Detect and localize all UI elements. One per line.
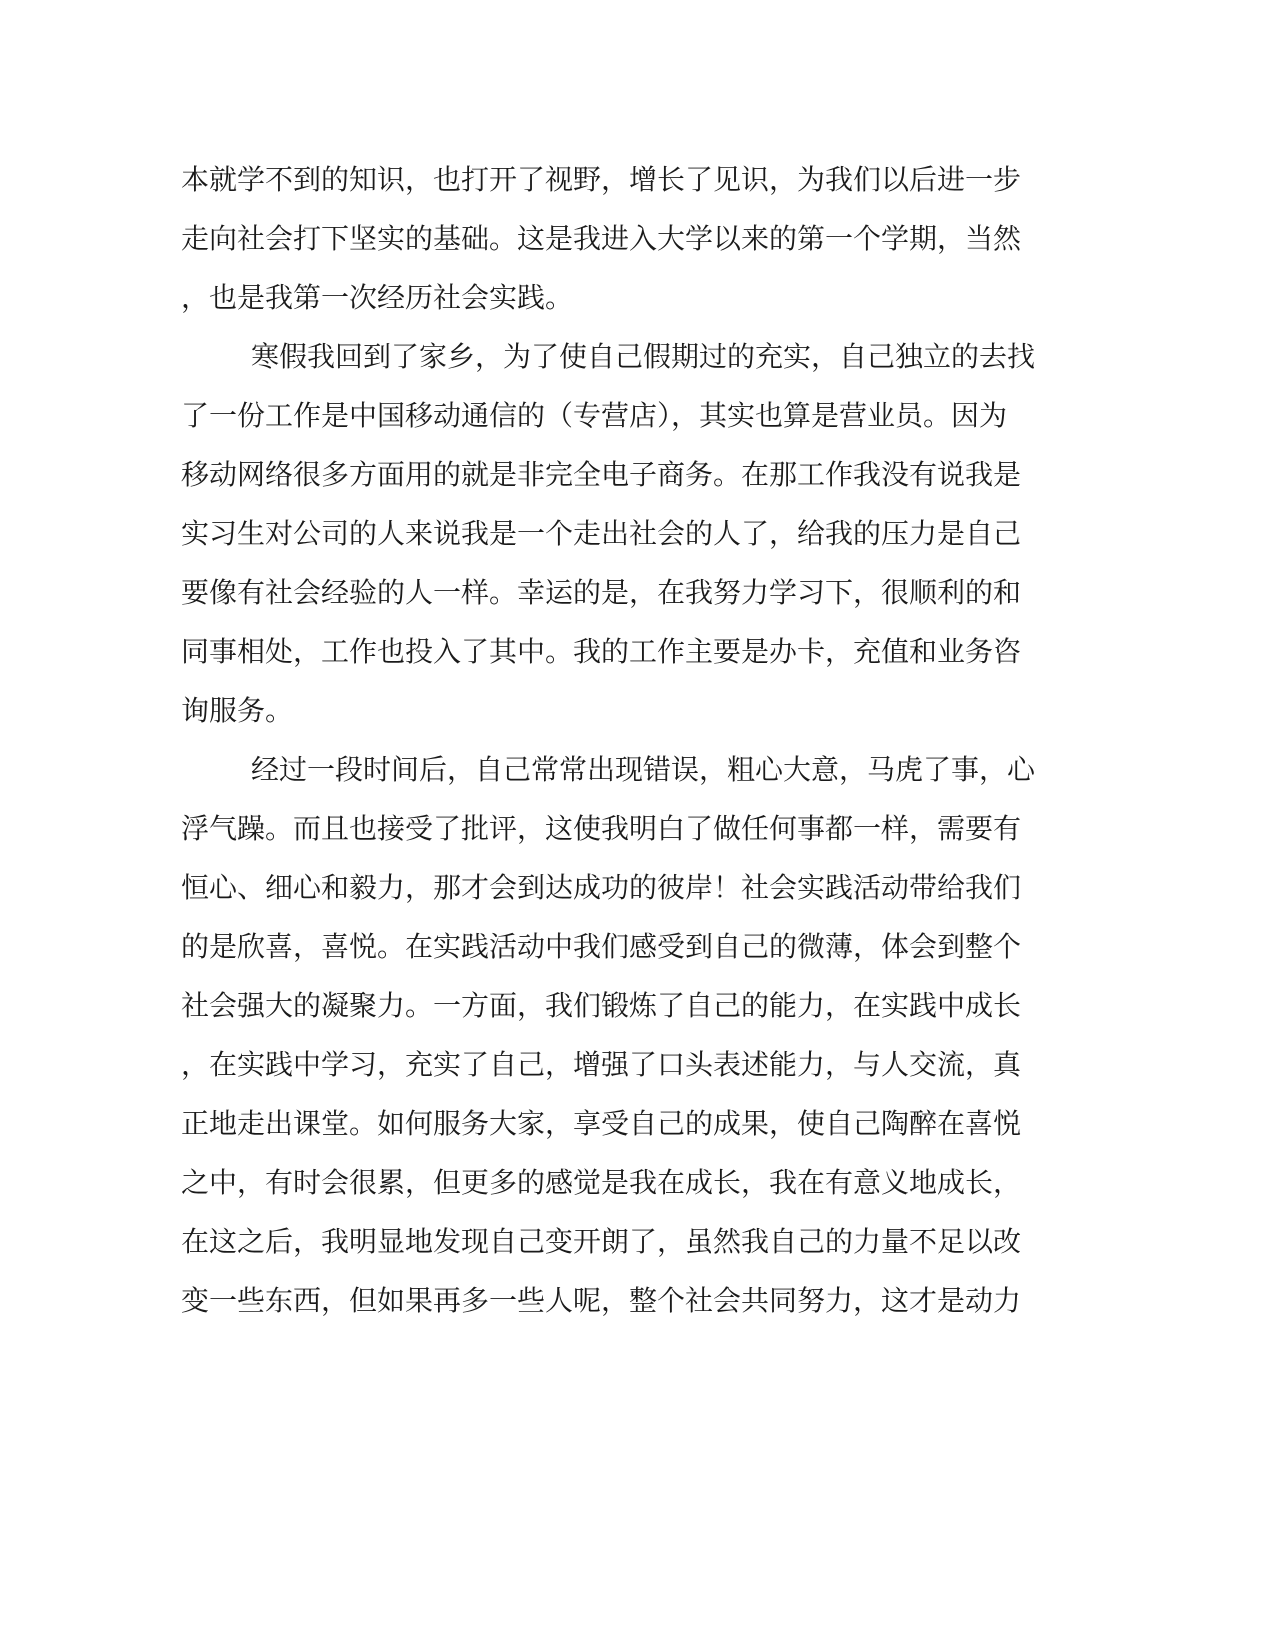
paragraph-first-line: 经过一段时间后，自己常常出现错误，粗心大意，马虎了事，心 <box>251 753 1036 786</box>
text-line: 询服务。 <box>181 694 294 727</box>
paragraph-first-line: 寒假我回到了家乡，为了使自己假期过的充实，自己独立的去找 <box>251 340 1036 373</box>
text-line: 恒心、细心和毅力，那才会到达成功的彼岸！社会实践活动带给我们 <box>181 871 1022 904</box>
text-line: 在这之后，我明显地发现自己变开朗了，虽然我自己的力量不足以改 <box>181 1225 1022 1258</box>
text-line: ，也是我第一次经历社会实践。 <box>181 281 574 314</box>
text-line: 了一份工作是中国移动通信的（专营店），其实也算是营业员。因为 <box>181 399 1008 432</box>
text-line: 本就学不到的知识，也打开了视野，增长了见识，为我们以后进一步 <box>181 163 1022 196</box>
text-line: 社会强大的凝聚力。一方面，我们锻炼了自己的能力，在实践中成长 <box>181 989 1022 1022</box>
text-line: 要像有社会经验的人一样。幸运的是，在我努力学习下，很顺利的和 <box>181 576 1022 609</box>
text-line: 正地走出课堂。如何服务大家，享受自己的成果，使自己陶醉在喜悦 <box>181 1107 1022 1140</box>
text-line: 浮气躁。而且也接受了批评，这使我明白了做任何事都一样，需要有 <box>181 812 1022 845</box>
text-line: 之中，有时会很累，但更多的感觉是我在成长，我在有意义地成长， <box>181 1166 1022 1199</box>
text-line: 的是欣喜，喜悦。在实践活动中我们感受到自己的微薄，体会到整个 <box>181 930 1022 963</box>
text-line: 移动网络很多方面用的就是非完全电子商务。在那工作我没有说我是 <box>181 458 1022 491</box>
text-line: 同事相处，工作也投入了其中。我的工作主要是办卡，充值和业务咨 <box>181 635 1022 668</box>
text-line: 实习生对公司的人来说我是一个走出社会的人了，给我的压力是自己 <box>181 517 1022 550</box>
text-line: 变一些东西，但如果再多一些人呢，整个社会共同努力，这才是动力 <box>181 1284 1022 1317</box>
text-line: 走向社会打下坚实的基础。这是我进入大学以来的第一个学期，当然 <box>181 222 1022 255</box>
text-line: ，在实践中学习，充实了自己，增强了口头表述能力，与人交流，真 <box>181 1048 1022 1081</box>
